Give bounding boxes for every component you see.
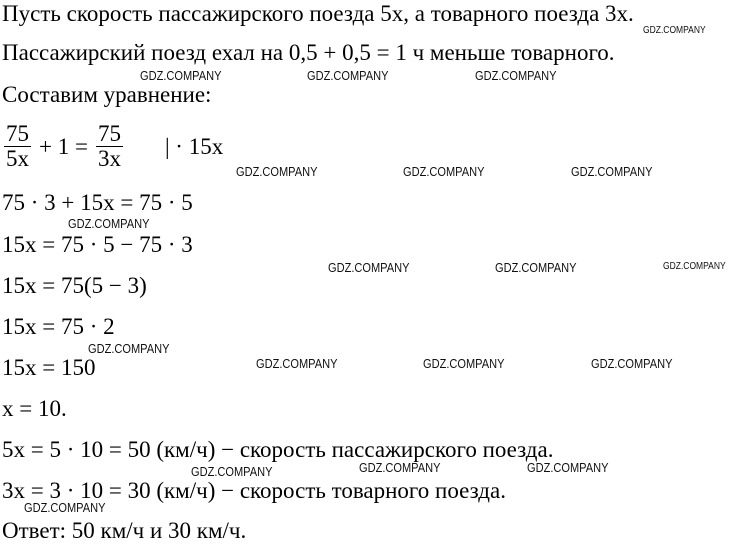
watermark: GDZ.COMPANY [403, 164, 485, 179]
problem-line-2: Пассажирский поезд ехал на 0,5 + 0,5 = 1 ч меньше товарного. [2, 40, 615, 65]
step-line-9: 15x = 150 [2, 355, 96, 380]
watermark: GDZ.COMPANY [663, 261, 726, 272]
fraction-left-numerator: 75 [6, 121, 29, 146]
fraction-right-denominator: 3x [97, 146, 121, 171]
watermark: GDZ.COMPANY [24, 500, 106, 515]
watermark: GDZ.COMPANY [236, 164, 318, 179]
watermark: GDZ.COMPANY [140, 68, 222, 83]
fraction-right [96, 122, 123, 171]
watermark: GDZ.COMPANY [191, 464, 273, 479]
problem-line-1: Пусть скорость пассажирского поезда 5x, а товарного поезда 3x. [2, 1, 634, 26]
watermark: GDZ.COMPANY [423, 356, 505, 371]
watermark: GDZ.COMPANY [88, 341, 170, 356]
plus-one-equals: + 1 = [39, 133, 88, 159]
watermark: GDZ.COMPANY [359, 460, 441, 475]
watermark: GDZ.COMPANY [256, 356, 338, 371]
fraction-equation [2, 122, 223, 171]
watermark: GDZ.COMPANY [591, 356, 673, 371]
answer-line: Ответ: 50 км/ч и 30 км/ч. [2, 518, 247, 543]
step-line-6: 15x = 75 · 5 − 75 · 3 [2, 232, 193, 257]
watermark: GDZ.COMPANY [68, 216, 150, 231]
step-line-5: 75 · 3 + 15x = 75 · 5 [2, 190, 193, 215]
multiplier-note: | · 15x [164, 133, 224, 159]
watermark: GDZ.COMPANY [527, 460, 609, 475]
step-line-10: x = 10. [2, 396, 67, 421]
watermark: GDZ.COMPANY [571, 164, 653, 179]
watermark: GDZ.COMPANY [495, 260, 577, 275]
watermark: GDZ.COMPANY [307, 68, 389, 83]
equation-heading: Составим уравнение: [2, 82, 212, 107]
fraction-left [4, 122, 31, 171]
fraction-left-denominator: 5x [6, 146, 29, 171]
watermark: GDZ.COMPANY [475, 68, 557, 83]
watermark: GDZ.COMPANY [328, 260, 410, 275]
step-line-8: 15x = 75 · 2 [2, 314, 115, 339]
step-line-7: 15x = 75(5 − 3) [2, 273, 147, 298]
watermark: GDZ.COMPANY [643, 25, 706, 36]
fraction-right-numerator: 75 [97, 121, 121, 146]
step-line-11: 5x = 5 · 10 = 50 (км/ч) − скорость пассажирского поезда. [2, 437, 554, 462]
step-line-12: 3x = 3 · 10 = 30 (км/ч) − скорость товарного поезда. [2, 478, 506, 503]
